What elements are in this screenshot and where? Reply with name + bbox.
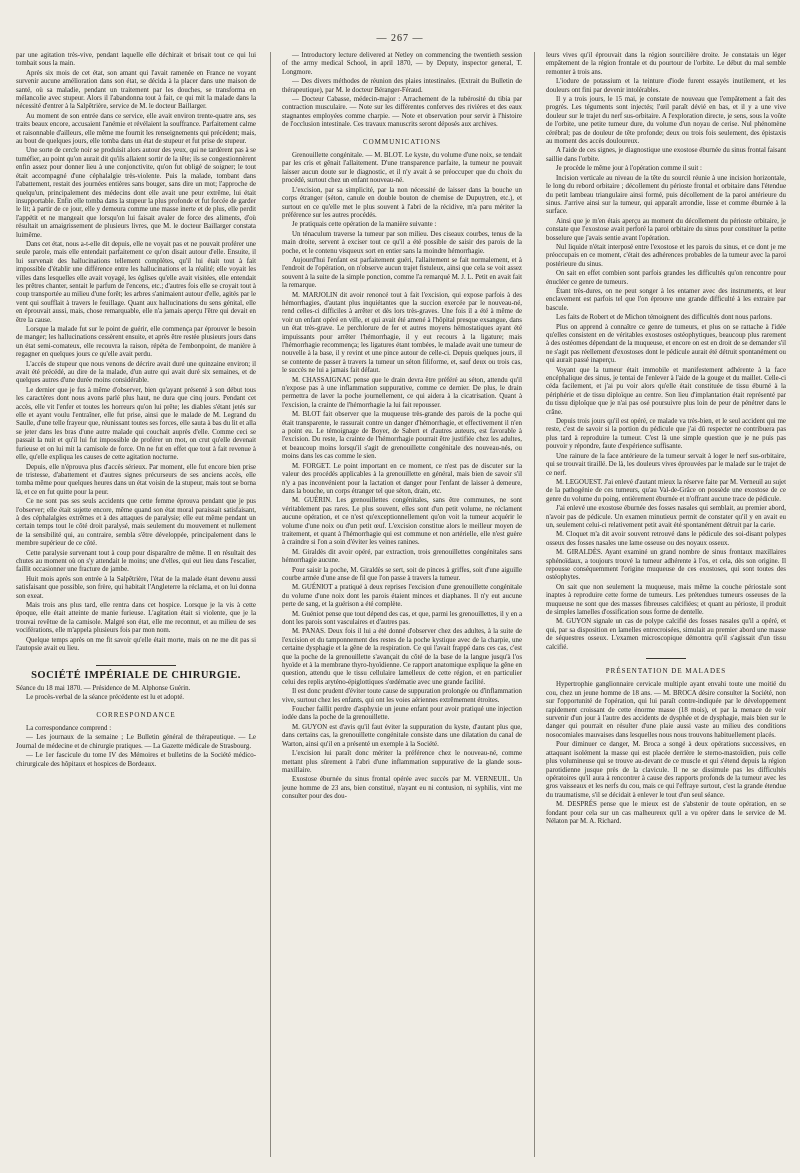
paragraph: Étant très-dures, on ne peut songer à les entamer avec des instruments, et leur enclavement est parfois tel que l'on éprouve une grande difficulté à les extraire par bascule. bbox=[546, 287, 786, 312]
page-number: — 267 — bbox=[376, 33, 424, 44]
column-right bbox=[546, 52, 786, 1162]
paragraph: Quelque temps après on me fit savoir qu'elle était morte, mais on ne me dit pas si l'autopsie avait eu lieu. bbox=[16, 636, 256, 653]
paragraph: M. Guéniot pense que tout dépend des cas, et que, parmi les grenouillettes, il y en a dont les parois sont vasculaires et d'autres pas. bbox=[282, 610, 522, 626]
paragraph: Une sorte de cercle noir se produisit alors autour des yeux, qui ne tardèrent pas à se tuméfier, au point qu'on aurait dit qu'ils allaient sortir de la tête; ils se congestionnèrent enfin assez pour donner lieu à une conjonctivite, qu'on fut obligé de soigner; le tout était accompagné d'une céphalalgie très-violente. Puis la malade, tombant dans l'abattement, restait des journées entières sans bouger, sans dire un mot; l'approche de quelqu'un, principalement des médecins dont elle avait une peur extrême, lui était insupportable. Enfin elle tomba dans la stupeur la plus profonde et fut forcée de garder le lit; à partir de ce jour, elle y demeura comme une masse inerte et de plus, elle perdit l'appétit et ne mangeait que lorsqu'on lui faisait avaler de force des aliments, d'où résultait un amaigrissement de plusieurs livres, que M. le docteur Baillarger constata luimême. bbox=[16, 147, 256, 239]
correspondance-heading: CORRESPONDANCE bbox=[96, 710, 176, 719]
paragraph: Foucher faillit perdre d'asphyxie un jeune enfant pour avoir pratiqué une injection iodée dans la poche de la grenouillette. bbox=[282, 706, 522, 722]
paragraph: Mais trois ans plus tard, elle rentra dans cet hospice. Lorsque je la vis à cette époque, elle était atteinte de manie furieuse. L'agitation était si violente, que je la trouvai revêtue de la camisole. Malgré son état, elle me reconnut, et au milieu de ses vociférations, elle m'appela plusieurs fois par mon nom. bbox=[16, 602, 256, 635]
paragraph: Les faits de Robert et de Michon témoignent des difficultés dont nous parlons. bbox=[556, 314, 772, 322]
paragraph: — Introductory lecture delivered at Netley on commencing the twentieth session of the army medical School, in april 1870, — by Deputy, inspector general, T. Longmore. bbox=[282, 52, 522, 76]
column-rule bbox=[534, 52, 535, 1157]
paragraph: On sait que non seulement la muqueuse, mais même la couche périostale sont inaptes à reproduire cette forme de tumeurs. Les prétendues tumeurs osseuses de la muqueuse ne sont que des masses fibreuses calcifiées; et quant au périoste, il produit de simples lamelles d'ossification sous forme de dentelle. bbox=[546, 583, 786, 616]
section-separator bbox=[96, 665, 176, 666]
paragraph: Je pratiquais cette opération de la manière suivante : bbox=[292, 221, 437, 229]
paragraph: Depuis trois jours qu'il est opéré, ce malade va très-bien, et le seul accident qui me reste, c'est de savoir si la portion du pédicule que j'ai dû respecter ne contribuera pas plus tard à reproduire la tumeur. C'est là une simple question que je ne puis pas pouvoir y répondre, faute d'expérience suffisante. bbox=[546, 418, 786, 451]
paragraph: Au moment de son entrée dans ce service, elle avait environ trente-quatre ans, ses traits beaux encore, accusaient l'anémie et révélaient la souffrance. Parfaitement calme et raisonnable d'ailleurs, elle même me fournit les renseignements qui précèdent; mais, au bout de quelques jours, elle tomba dans un état de stupeur et fut prise de stupeur. bbox=[16, 112, 256, 146]
section-separator bbox=[646, 658, 686, 659]
paragraph: L'excision lui paraît donc mériter la préférence chez le nouveau-né, comme mettant plus sûrement à l'abri d'une inflammation suppurative de la glande sous-maxillaire. bbox=[282, 750, 522, 774]
society-title: SOCIÉTÉ IMPÉRIALE DE CHIRURGIE. bbox=[31, 670, 241, 682]
column-left bbox=[16, 52, 256, 1162]
paragraph: M. CHASSAIGNAC pense que le drain devra être préféré au séton, attendu qu'il n'expose pas à une inflammation suppurative, comme ce dernier. De plus, le drain permettra de laver la poche journellement, ce qui aidera à la cicatrisation. Quant à l'excision, la crainte de l'hémorrhagie la lui fait repousser. bbox=[282, 376, 522, 409]
column-rule bbox=[270, 52, 271, 1157]
paragraph: Je procède le même jour à l'opération comme il suit : bbox=[556, 165, 702, 173]
paragraph: Dans cet état, nous a-t-elle dit depuis, elle ne voyait pas et ne pouvait proférer une seule parole, mais elle entendait parfaitement ce qu'on disait autour d'elle. Ensuite, il lui survenait des hallucinations tellement complètes, qu'il lui était tout à fait impossible d'établir une différence entre les hallucinations et la réalité; elle voyait les villes dans lesquelles elle avait voyagé, les églises qu'elle avait visitées, elle entendait les prêtres chanter, sentait le parfum de l'encens, etc.; d'autres fois elle se croyait tout à coup transportée au milieu d'une forêt; les arbres s'animaient autour d'elle, agités par le vent qui soufflait à travers le feuillage. Quant aux hallucinations du sens génital, elle en éprouvait aussi, mais, chose remarquable, elle n'a jamais aperçu l'être qui devait en être la cause. bbox=[16, 240, 256, 324]
paragraph: par une agitation très-vive, pendant laquelle elle déchirait et brisait tout ce qui lui tombait sous la main. bbox=[16, 52, 256, 68]
paragraph: La correspondance comprend : bbox=[26, 725, 112, 733]
paragraph: Le dernier que je fus à même d'observer, bien qu'ayant présenté à son début tous les caractères dont nous avons parlé plus haut, ne dura que cinq jours. Pendant cet accès, elle vit l'enfer et toutes les horreurs qu'on lui prête; les diables s'étant jetés sur elle et ayant voulu l'entraîner, elle fut prise, ainsi que le malade de M. Legrand du Saulle, d'une telle frayeur que, réunissant toutes ses forces, elle sauta à bas du lit et alla se jeter dans les bras d'une autre malade qui couchait auprès d'elle. Comme ceci se passait la nuit et qu'il lui fut impossible de proférer un mot, on crut qu'elle devenait furieuse et on lui mit la camisole de force. On ne fut en effet que tout à fait revenue à elle, qu'elle expliqua les causes de cette agitation nocturne. bbox=[16, 386, 256, 462]
paragraph: Pour diminuer ce danger, M. Broca a songé à deux opérations successives, en attaquant isolément la masse qui est placée derrière le sterno-mastoïdien, puis celle plus volumineuse qui se trouve au-devant de ce muscle et qui s'étend depuis la région parotidienne jusque près de la clavicule. Il ne se dissimule pas les difficultés opératoires qu'il aura à rencontrer à cause des rapports profonds de la tumeur avec les gros vaisseaux et les nerfs du cou, mais ce qui l'effraye surtout, c'est la grande étendue du traumatisme, s'il se décidait à enlever le tout d'un seul séance. bbox=[546, 741, 786, 799]
paragraph: A l'aide de ces signes, je diagnostique une exostose éburnée du sinus frontal faisant saillie dans l'orbite. bbox=[546, 147, 786, 163]
paragraph: M. GUÉRIN. Les grenouillettes congénitales, sans être communes, ne sont véritablement pas rares. Le plus souvent, elles sont d'un petit volume, ne réclament aucune opération, et ce n'est qu'exceptionnellement qu'on voit la tumeur acquérir le volume d'une noix ou d'un petit œuf. L'excision constitue alors le meilleur moyen de traitement, et quant à l'hémorrhagie qui est commune et non artérielle, elle n'est guère à craindre si l'on a soin d'éviter les veines ranines. bbox=[282, 497, 522, 547]
paragraph: M. GUÉNIOT a pratiqué à deux reprises l'excision d'une grenouillette congénitale du volume d'une noix dont les parois étaient minces et diaphanes. Il n'y eut aucune perte de sang, et la guérison a été complète. bbox=[282, 584, 522, 609]
paragraph: L'excision, par sa simplicité, par la non nécessité de laisser dans la bouche un corps étranger (séton, canule en double bouton de chemise de Dupuytren, etc.), et surtout en ce qu'elle met le plus souvent à l'abri de la récidive, m'a paru mériter la préférence sur les autres procédés. bbox=[282, 186, 522, 219]
paragraph: M. FORGET. Le point important en ce moment, ce n'est pas de discuter sur la valeur des procédés applicables à la grenouillette en général, mais bien de savoir s'il n'y a pas inconvénient pour la lactation et danger pour l'enfant de laisser à demeure, dans la bouche, un corps étranger tel que séton, drain, etc. bbox=[282, 462, 522, 495]
paragraph: M. LEGOUEST. J'ai enlevé d'autant mieux la réserve faite par M. Verneuil au sujet de la pathogénie de ces tumeurs, qu'au Val-de-Grâce on possède une exostose de ce genre du volume du poing, entièrement éburnée et n'offrant aucune trace de pédicule. bbox=[546, 478, 786, 503]
paragraph: Ce ne sont pas ses seuls accidents que cette femme éprouva pendant que je pus l'observer; elle était sujette encore, même quand son état moral paraissait satisfaisant, à des céphalalgies extrêmes et à des attaques de paralysie; elle eut même pendant un certain temps tout le côté droit paralysé, mais seulement du mouvement et nullement de la sensibilité qui, au contraire, sembla s'être développée, principalement dans le membre supérieur de ce côté. bbox=[16, 498, 256, 548]
paragraph: Incision verticale au niveau de la tête du sourcil réunie à une incision horizontale, le long du rebord orbitaire ; décollement du périoste frontal et orbitaire dans l'étendue du petit lambeau triangulaire ainsi formé, puis décollement de la paroi antérieure du sinus. J'arrive ainsi sur la tumeur, qui apparaît arrondie, lisse et comme éburnée à la surface. bbox=[546, 174, 786, 216]
paragraph: Voyant que la tumeur était immobile et manifestement adhérente à la face encéphalique des sinus, je tentai de l'enlever à l'aide de la gouge et du maillet. Celle-ci céda facilement, et j'ai pu voir alors qu'elle était constituée de tissu éburné à la périphérie et de tissu diploïque au centre. Son lieu d'implantation était représenté par du tissu diploïque que je n'ai pas osé poursuivre plus loin de peur de pénétrer dans le crâne. bbox=[546, 366, 786, 416]
communications-heading: COMMUNICATIONS bbox=[362, 137, 442, 146]
paragraph: M. BLOT fait observer que la muqueuse très-grande des parois de la poche qui était transparente, le rassurait contre un danger d'hémorrhagie, et effectivement il n'en a point eu. Le témoignage de Boyer, de Sabert et d'autres auteurs, est favorable à l'excision. Du reste, la crainte de l'hémorrhagie pourrait être justifiée chez les adultes, et beaucoup moins lorsqu'il s'agit de grenouillette congénitale des nouveau-nés, ou moins dans les cas comme le sien. bbox=[282, 411, 522, 461]
proces-verbal: Le procès-verbal de la séance précédente est lu et adopté. bbox=[26, 694, 185, 702]
paragraph: Après six mois de cet état, son amant qui l'avait ramenée en France ne voyant survenir aucune amélioration dans son état, se décida à la placer dans une maison de santé, où sa maladie, pendant un traitement par les douches, se transforma en mélancolie avec stupeur. Alors il l'abandonna tout à fait, ce qui mit la malade dans la nécessité d'entrer à la Salpêtrière, service de M. le docteur Baillarger. bbox=[16, 69, 256, 111]
paragraph: — Le 1er fascicule du tome IV des Mémoires et bulletins de la Société médico-chirurgicale des hôpitaux et hospices de Bordeaux. bbox=[16, 752, 256, 768]
paragraph: On sait en effet combien sont parfois grandes les difficultés qu'on rencontre pour énucléer ce genre de tumeurs. bbox=[546, 270, 786, 286]
paragraph: Hypertrophie ganglionnaire cervicale multiple ayant envahi toute une moitié du cou, chez un jeune homme de 18 ans. — M. BROCA désire consulter la Société, non sur l'opportunité de l'opération, qui lui paraît contre-indiquée par le développement rapidement croissant de cette énorme masse (18 mois), et par la menace de voir survenir d'un jour à l'autre des accidents de dysphée et de dysphagie, mais bien sur le danger qui pourrait en résulter d'une plaie aussi vaste au milieu des conditions nosocomiales mauvaises dans lesquelles nous nous trouvons habituellement placés. bbox=[546, 681, 786, 739]
seance-line: Séance du 18 mai 1870. — Présidence de M. Alphonse Guérin. bbox=[16, 684, 191, 692]
paragraph: M. GIRALDÈS. Ayant examiné un grand nombre de sinus frontaux maxillaires sphénoïdaux, a toujours trouvé la tumeur adhérente à l'os, et cela, dès son origine. Il repousse conséquemment l'origine muqueuse de ces exostoses, qui sont toutes des ostéophytes. bbox=[546, 549, 786, 582]
paragraph: M. GUYON est d'avis qu'il faut éviter la suppuration du kyste, d'autant plus que, dans certains cas, la grenouillette congénitale consiste dans une dilatation du canal de Warton, ainsi qu'il en a présenté un exemple à la Société. bbox=[282, 723, 522, 748]
paragraph: M. GUYON signale un cas de polype calcifié des fosses nasales qu'il a opéré, et qui, par sa disposition en lamelles entrecroisées, simulait au premier abord une masse de séquestres osseux. L'examen microscopique démontra qu'il s'agissait d'un tissu calcifié. bbox=[546, 618, 786, 651]
paragraph: L'iodure de potassium et la teinture d'iode furent essayés inutilement, et les douleurs ont fini par devenir intolérables. bbox=[546, 78, 786, 94]
paragraph: M. MARJOLIN dit avoir renoncé tout à fait l'excision, qui expose parfois à des hémorrhagies, d'autant plus inquiétantes que la succion exercée par le nouveau-né, rend celles-ci difficiles à arrêter et dès lors très-graves. Une fois il a été à même de voir un enfant opéré en ville, et qui avait été amené à l'hôpital presque exsangue, dans un état très-grave. Le perchlorure de fer et autres moyens hémostatiques ayant été impuissants pour arrêter l'hémorrhagie, il y eut recours à la ligature; mais l'hémorrhagie recommença; les ligatures étant tombées, le malade avait une tumeur de nouvelle à la base, il y revint et une pince autour de celle-ci. Depuis quelques jours, il se contente de passer à travers la tumeur un séton filiforme, et, sauf deux ou trois cas, le succès ne lui a jamais fait défaut. bbox=[282, 291, 522, 375]
paragraph: leurs vives qu'il éprouvait dans la région sourcilière droite. Je constatais un léger empâtement de la région frontale et du pourtour de l'orbite. Le début du mal semble remonter à trois ans. bbox=[546, 52, 786, 76]
paragraph: M. Cloquet m'a dit avoir souvent retrouvé dans le pédicule des soi-disant polypes osseux des fosses nasales une lame osseuse ou des noyaux osseux. bbox=[546, 531, 786, 547]
paragraph: M. PANAS. Deux fois il lui a été donné d'observer chez des adultes, à la suite de l'excision et du tamponnement des restes de la poche kystique avec de la charpie, une certaine dysphagie et la gêne de la respiration. Ce qui l'avait frappé dans ces cas, c'est que la poche de la grenouillette s'avançait du côté de la base de la langue jusqu'à l'os hyoïde et à la membrane thyro-hyoïdienne. Ce rapport anatomique explique la gêne en question, attendu que le tissu cellulaire lamelleux de cette région, et en particulier celui des replis aryténo-épiglottiques s'œdématie avec une grande facilité. bbox=[282, 628, 522, 686]
paragraph: L'accès de stupeur que nous venons de décrire avait duré une quinzaine environ; il avait été précédé, au dire de la malade, d'un autre qui avait duré six semaines, et de quelques autres d'une durée moins considérable. bbox=[16, 360, 256, 385]
paragraph: Depuis, elle n'éprouva plus d'accès sérieux. Par moment, elle fut encore bien prise de tristesse, d'abattement et d'autres signes précurseurs de ses anciens accès, elle tomba même pour quelques heures dans un état voisin de la stupeur, mais tout se borna là, et ce en fut quitte pour la peur. bbox=[16, 463, 256, 496]
paragraph: Il y a trois jours, le 15 mai, je constate de nouveau que l'empâtement a fait des progrès. Les téguments sont injectés; l'œil paraît dévié en bas, et il y a une vive douleur sur le trajet du nerf sus-orbitaire. A l'exploration directe, je sens, sous la voûte de l'orbite, une petite tumeur dure, du volume d'un noyau de cerise. Nul phénomène cérébral; pas de douleur de tête profonde; deux ou trois fois seulement, des épistaxis au moment des accès douloureux. bbox=[546, 96, 786, 146]
paragraph: Plus on apprend à connaître ce genre de tumeurs, et plus on se rattache à l'idée qu'elles consistent en de véritables exostoses ostéophytiques, beaucoup plus rarement à des ostéomes dépendant de la muqueuse, et encore on est en droit de se demander s'il ne s'agit pas réellement d'exostoses dont le pédicule aurait été détruit spontanément ou qui aurait passé inaperçu. bbox=[546, 323, 786, 365]
paragraph: — Les journaux de la semaine ; Le Bulletin général de thérapeutique. — Le Journal de médecine et de chirurgie pratiques. — La Gazette médicale de Strasbourg. bbox=[16, 734, 256, 750]
paragraph: Nul liquide n'était interposé entre l'exostose et les parois du sinus, et ce dont je me préoccupais en ce moment, c'était des adhérences probables de la tumeur avec la paroi postérieure du sinus. bbox=[546, 243, 786, 268]
paragraph: Pour saisir la poche, M. Giraldès se sert, soit de pinces à griffes, soit d'une aiguille courbe armée d'une anse de fil que l'on passe à travers la tumeur. bbox=[282, 566, 522, 582]
paragraph: — Des divers méthodes de réunion des plaies intestinales. (Extrait du Bulletin de thérapeutique), par M. le docteur Béranger-Féraud. bbox=[282, 78, 522, 94]
column-middle bbox=[282, 52, 522, 1162]
paragraph: Exostose éburnée du sinus frontal opérée avec succès par M. VERNEUIL. Un jeune homme de 23 ans, bien constitué, n'ayant eu ni contusion, ni syphilis, vint me consulter pour des dou- bbox=[282, 776, 522, 801]
paragraph: Aujourd'hui l'enfant est parfaitement guéri, l'allaitement se fait normalement, et à l'endroit de l'opération, on n'observe aucun trajet fistuleux, ainsi que cela se voit assez souvent à la suite de la simple ponction, comme l'a remarqué M. J. L. Petit en avait fait la remarque. bbox=[282, 256, 522, 290]
paragraph: M. DESPRÉS pense que le mieux est de s'abstenir de toute opération, en se fondant pour cela sur un cas malheureux qu'il a vu opérer dans le service de M. Nélaton par M. A. Richard. bbox=[546, 801, 786, 825]
paragraph: Ainsi que je m'en étais aperçu au moment du décollement du périoste orbitaire, je constate que l'exostose avait perforé la paroi orbitaire du sinus pour constituer la petite bosselure que j'avais sentie avant l'opération. bbox=[546, 217, 786, 242]
paragraph: — Docteur Cabasse, médecin-major : Arrachement de la tubérosité du tibia par contraction musculaire. — Note sur les différentes conferves des rivières et des eaux stagnantes employées comme charpie. — Note et observation pour servir à l'histoire de l'occlusion intestinale. Ces travaux manuscrits seront déposés aux archives. bbox=[282, 96, 522, 129]
paragraph: Un ténaculum traverse la tumeur par son milieu. Des ciseaux courbes, tenus de la main droite, servent à exciser tout ce qu'il a été possible de saisir des parois de la poche, et le contenu visqueux sort en entier sans la moindre hémorrhagie. bbox=[282, 230, 522, 255]
col1-body-a bbox=[16, 52, 256, 653]
paragraph: Il est donc prudent d'éviter toute cause de suppuration prolongée ou d'inflammation vive, surtout chez les enfants, qui ont les voies aériennes extrêmement étroites. bbox=[282, 688, 522, 704]
presentation-heading: PRÉSENTATION DE MALADES bbox=[605, 667, 727, 676]
paragraph: Huit mois après son entrée à la Salpêtrière, l'état de la malade étant devenu aussi satisfaisant que possible, son frère, qui habitait l'Angleterre la réclama, et on lui donna son exeat. bbox=[16, 575, 256, 600]
paragraph: Grenouillette congénitale. — M. BLOT. Le kyste, du volume d'une noix, se tendait par les cris et gênait l'allaitement. D'une transparence parfaite, la tumeur ne pouvait laisser aucun doute sur le diagnostic, et il n'y avait à se préoccuper que du choix du procédé, surtout chez un enfant nouveau-né. bbox=[282, 152, 522, 185]
paragraph: M. Giraldès dit avoir opéré, par extraction, trois grenouillettes congénitales sans hémorrhagie aucune. bbox=[282, 548, 522, 565]
paragraph: Lorsque la malade fut sur le point de guérir, elle commença par éprouver le besoin de manger; les hallucinations cessèrent ensuite, et après être restée plusieurs jours dans un état semi-comateux, elle recouvra la raison, répéta de l'embonpoint, de manière à regagner en quelques jours ce qu'elle avait perdu. bbox=[16, 326, 256, 359]
paragraph: Cette paralysie survenant tout à coup pour disparaître de même. Il en résultait des chutes au moment où on s'y attendait le moins; une d'elles, qui eut lieu dans l'escalier, faillit occasionner une fracture de jambe. bbox=[16, 549, 256, 574]
paragraph: Une rainure de la face antérieure de la tumeur servait à loger le nerf sus-orbitaire, qui se trouvait tiraillé. De là, les douleurs vives éprouvées par le malade sur le trajet de ce nerf. bbox=[546, 452, 786, 477]
paragraph: J'ai enlevé une exostose éburnée des fosses nasales qui semblait, au premier abord, n'avoir pas de pédicule. Un examen minutieux permit de constater qu'il y en avait eu un, seulement celui-ci relativement petit avait été spontanément détruit par la carie. bbox=[546, 505, 786, 529]
